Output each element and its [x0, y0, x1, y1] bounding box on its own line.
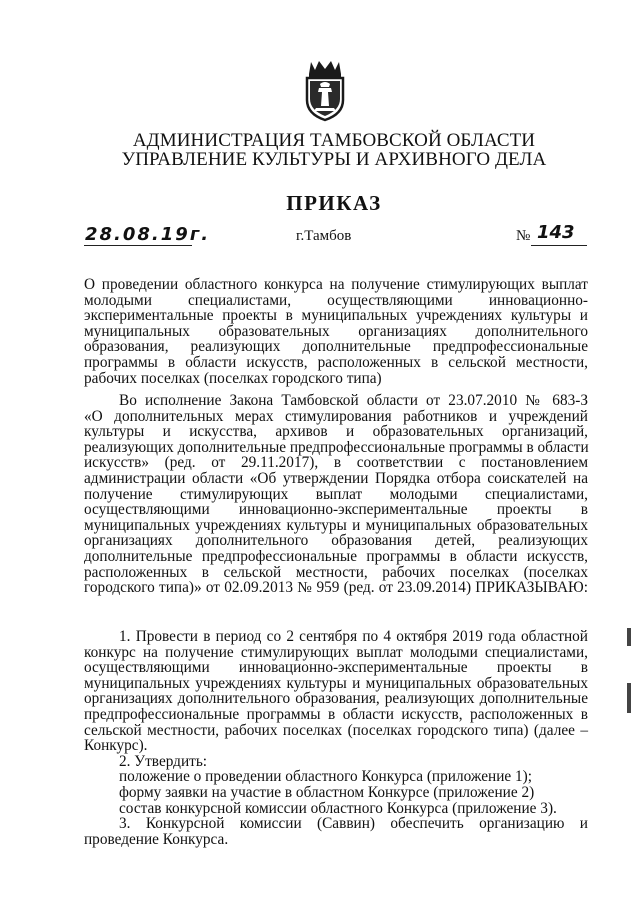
item1-line: сельской местности, рабочих поселках (поселках городского типа) (далее –: [84, 721, 588, 739]
order-preamble: [84, 393, 588, 596]
item2-line: состав конкурсной комиссии областного Конкурса (приложение 3).: [119, 799, 557, 817]
subject-line: экспериментальные проекты в муниципальных учреждениях культуры и: [84, 307, 588, 325]
item1-line: 1. Провести в период со 2 сентября по 4 октября 2019 года областной: [119, 628, 588, 645]
body-line: администрации области «Об утверждении Порядка отбора соискателей на: [84, 469, 588, 487]
item1-line: предпрофессиональные программы в области искусств, расположенных в: [84, 705, 588, 723]
item1-line: осуществляющими инновационно-экспериментальные проекты в: [84, 659, 588, 677]
order-subject: [84, 277, 588, 386]
tambov-coat-of-arms-icon: [301, 58, 349, 122]
subject-line: рабочих поселках (поселках городского типа): [84, 369, 382, 387]
item2-line: форму заявки на участие в областном Конкурсе (приложение 2): [119, 783, 535, 801]
subject-line: образования, реализующих дополнительные предпрофессиональные: [84, 338, 588, 356]
body-line: искусств» (ред. от 29.11.2017), в соответствии с постановлением: [84, 454, 588, 472]
city-name: г.Тамбов: [296, 228, 352, 244]
body-line: расположенных в сельской местности, рабочих поселках (поселках: [84, 563, 588, 581]
body-line: реализующих дополнительные предпрофессиональные программы в области: [84, 438, 589, 456]
subject-line: муниципальных образовательных организациях дополнительного: [84, 322, 588, 340]
scan-margin-mark: [627, 628, 631, 646]
body-line: культуры и искусства, архивов и образовательных организаций,: [84, 423, 588, 441]
item3-line: проведение Конкурса.: [84, 830, 229, 848]
order-date: 28.08.19г.: [85, 224, 211, 245]
organization-name-line1: АДМИНИСТРАЦИЯ ТАМБОВСКОЙ ОБЛАСТИ: [132, 130, 536, 151]
item3-line: 3. Конкурсной комиссии (Саввин) обеспечить организацию и: [119, 815, 588, 833]
item1-line: организациях дополнительного образования, реализующих дополнительные: [84, 690, 588, 708]
body-line: осуществляющими инновационно-экспериментальные проекты в: [84, 501, 588, 519]
item1-line: муниципальных учреждениях культуры и муниципальных образовательных: [84, 674, 588, 692]
organization-name-line2: УПРАВЛЕНИЕ КУЛЬТУРЫ И АРХИВНОГО ДЕЛА: [121, 149, 547, 170]
item1-line: конкурс на получение стимулирующих выплат молодыми специалистами,: [84, 643, 588, 661]
body-line: дополнительные предпрофессиональные программы в области искусств,: [84, 547, 588, 565]
body-line: Во исполнение Закона Тамбовской области от 23.07.2010 № 683-З: [119, 392, 588, 409]
body-line: городского типа)» от 02.09.2013 № 959 (ред. от 23.09.2014) ПРИКАЗЫВАЮ:: [84, 579, 588, 597]
number-label: №: [516, 228, 531, 244]
subject-line: О проведении областного конкурса на получение стимулирующих выплат: [84, 276, 588, 293]
date-underline: [84, 245, 192, 246]
scan-margin-mark: [627, 683, 631, 713]
subject-line: молодыми специалистами, осуществляющими инновационно-: [84, 291, 588, 309]
order-items: [84, 629, 588, 847]
document-title: ПРИКАЗ: [286, 191, 382, 215]
item2-line: положение о проведении областного Конкурса (приложение 1);: [119, 768, 532, 786]
body-line: муниципальных учреждениях культуры и муниципальных образовательных: [84, 516, 588, 534]
item2-heading: 2. Утвердить:: [119, 752, 208, 770]
subject-line: программы в области искусств, расположенных в сельской местности,: [84, 353, 588, 371]
item1-line: Конкурс).: [84, 737, 148, 755]
number-underline: [531, 245, 587, 246]
body-line: организациях дополнительного образования детей, реализующих: [84, 532, 588, 550]
body-line: получение стимулирующих выплат молодыми специалистами,: [84, 485, 588, 503]
order-number: 143: [537, 222, 575, 243]
body-line: «О дополнительных мерах стимулирования работников и учреждений: [84, 407, 588, 425]
